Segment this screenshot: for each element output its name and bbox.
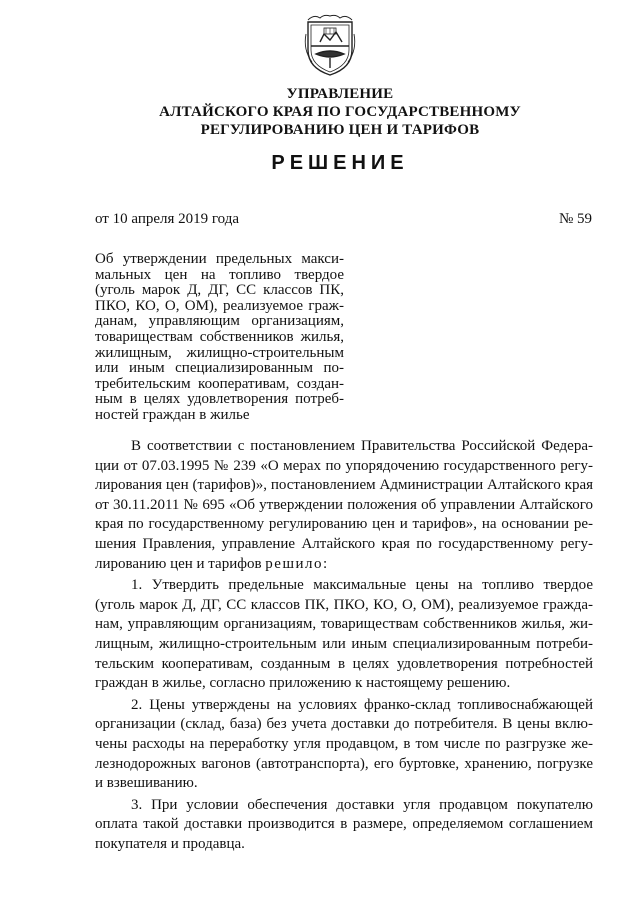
subject-line: товариществам собственников жилья, xyxy=(95,328,344,345)
item-3-paragraph xyxy=(95,796,593,855)
resolution-keyword: решило: xyxy=(265,555,329,572)
subject-line: (уголь марок Д, ДГ, СС классов ПК, xyxy=(95,282,344,299)
document-subject xyxy=(95,252,344,424)
item-2-paragraph xyxy=(95,696,593,794)
document-date: от 10 апреля 2019 года xyxy=(95,211,240,227)
preamble-paragraph xyxy=(95,437,593,574)
body-line: лезнодорожных вагонов (автотранспорта), его буртовке, хранению, погрузке xyxy=(95,755,593,772)
item-1-paragraph xyxy=(95,576,593,694)
body-line: тельским кооперативам, созданным в целях удовлетворения потребностей xyxy=(95,655,593,672)
org-title-line-3: РЕГУЛИРОВАНИЮ ЦЕН И ТАРИФОВ xyxy=(200,122,480,138)
body-line: лищным, жилищно-строительным или иным специализированным потреби- xyxy=(95,635,593,652)
body-line: В соответствии с постановлением Правительства Российской Федера- xyxy=(131,438,593,454)
subject-line: ПКО, КО, О, ОМ), реализуемое граж- xyxy=(95,297,344,314)
subject-line: ностей граждан в жилье xyxy=(95,406,250,423)
body-line: граждан в жилье, согласно приложению к настоящему решению. xyxy=(95,675,511,692)
document-type-heading: РЕШЕНИЕ xyxy=(271,152,409,174)
body-line: 1. Утвердить предельные максимальные цены на топливо твердое xyxy=(131,577,593,594)
body-line: организации (склад, база) без учета доставки до потребителя. В цены вклю- xyxy=(95,716,593,733)
subject-line: ным в целях удовлетворения потреб- xyxy=(95,391,344,408)
body-line: края по государственному регулированию цен и тарифов», на основании ре- xyxy=(95,516,593,533)
body-line: покупателя и продавца. xyxy=(95,835,245,852)
subject-line: данам, управляющим организациям, xyxy=(95,313,344,330)
body-line: от 30.11.2011 № 695 «Об утверждении положения об управлении Алтайского xyxy=(95,496,593,513)
subject-line: жилищным, жилищно-строительным xyxy=(95,344,344,361)
body-line xyxy=(95,555,593,575)
subject-line: мальных цен на топливо твердое xyxy=(95,266,344,283)
org-title-line-1: УПРАВЛЕНИЕ xyxy=(286,86,394,102)
org-title-line-2: АЛТАЙСКОГО КРАЯ ПО ГОСУДАРСТВЕННОМУ xyxy=(159,104,521,120)
body-line: (уголь марок Д, ДГ, СС классов ПК, ПКО, КО, О, ОМ), реализуемое гражда- xyxy=(95,596,593,613)
subject-line: Об утверждении предельных макси- xyxy=(95,251,344,267)
subject-line: требительским кооперативам, создан- xyxy=(95,375,344,392)
coat-of-arms-icon xyxy=(302,12,358,78)
subject-line: или иным специализированным по- xyxy=(95,360,344,377)
body-line: оплата такой доставки производится в размере, определяемом соглашением xyxy=(95,816,593,833)
document-number: № 59 xyxy=(558,211,592,227)
body-line: 3. При условии обеспечения доставки угля продавцом покупателю xyxy=(131,796,593,813)
body-line: лирования цен (тарифов)», постановлением Администрации Алтайского края xyxy=(95,477,593,494)
body-line: шения Правления, управление Алтайского края по государственному регу- xyxy=(95,535,593,552)
body-line: и взвешиванию. xyxy=(95,775,198,792)
document-body xyxy=(95,437,593,856)
body-line: чены расходы на переработку угля продавцом, в том числе по разгрузке же- xyxy=(95,735,593,752)
body-line: 2. Цены утверждены на условиях франко-склад топливоснабжающей xyxy=(131,696,593,713)
preamble-last-text: лированию цен и тарифов xyxy=(95,555,266,572)
body-line: нам, управляющим организациям, товариществам собственников жилья, жи- xyxy=(95,616,593,633)
body-line: ции от 07.03.1995 № 239 «О мерах по упорядочению государственного регу- xyxy=(95,457,593,474)
